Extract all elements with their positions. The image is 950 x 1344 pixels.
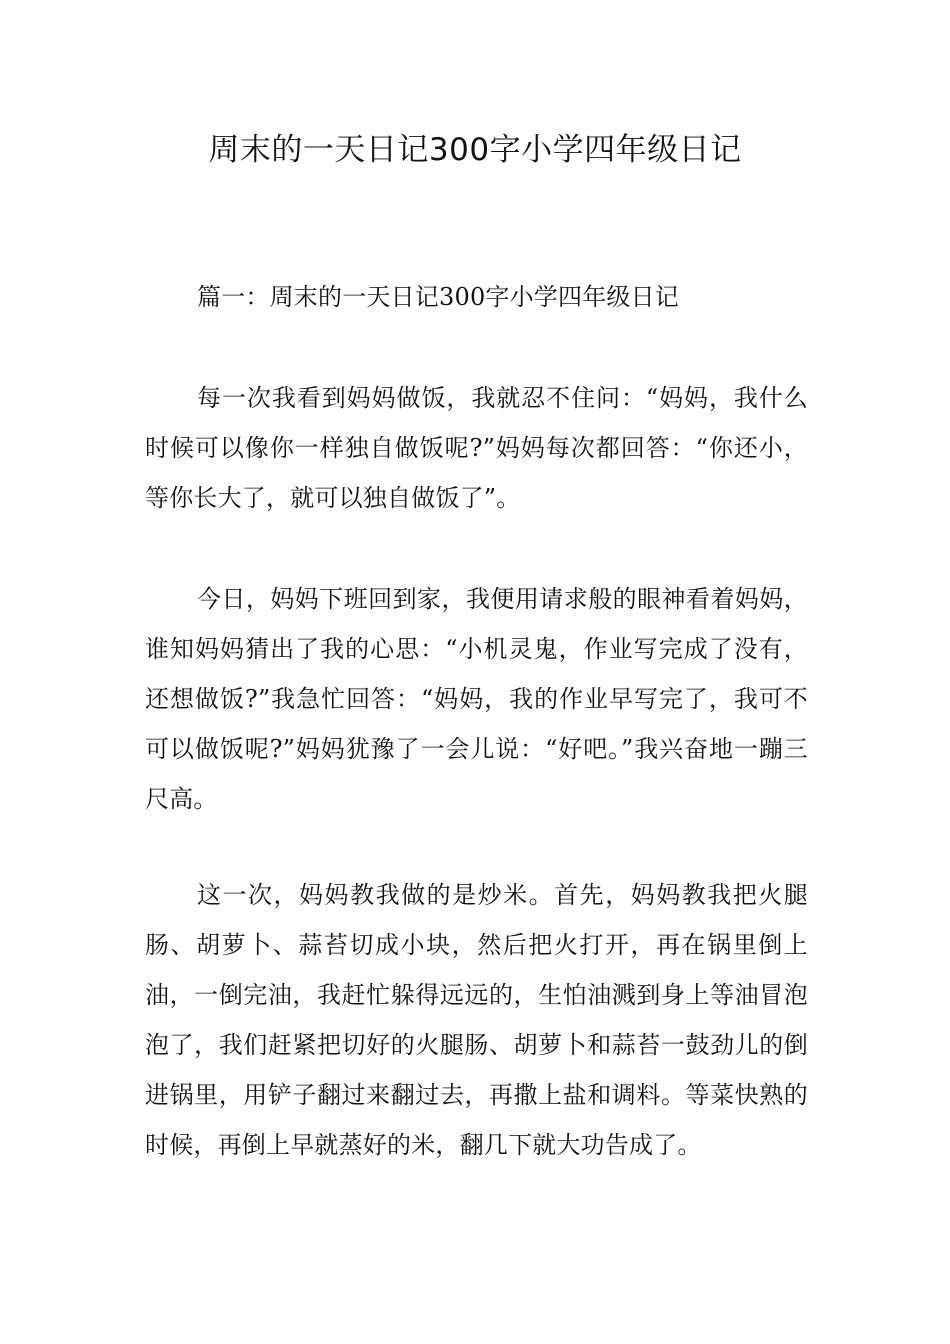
paragraph-1: 每一次我看到妈妈做饭，我就忍不住问：“妈妈，我什么时候可以像你一样独自做饭呢?”妈妈每次都回答：“你还小，等你长大了，就可以独自做饭了”。 — [145, 384, 808, 512]
paragraph-3: 这一次，妈妈教我做的是炒米。首先，妈妈教我把火腿肠、胡萝卜、蒜苔切成小块，然后把火打开，再在锅里倒上油，一倒完油，我赶忙躲得远远的，生怕油溅到身上等油冒泡泡了，我们赶紧把切好的火腿肠、胡萝卜和蒜苔一鼓劲儿的倒进锅里，用铲子翻过来翻过去，再撒上盐和调料。等菜快熟的时候，再倒上早就蒸好的米，翻几下就大功告成了。 — [145, 881, 808, 1159]
document-title: 周末的一天日记300字小学四年级日记 — [208, 132, 742, 168]
paragraph-2: 今日，妈妈下班回到家，我便用请求般的眼神看着妈妈，谁知妈妈猜出了我的心思：“小机灵鬼，作业写完成了没有，还想做饭?”我急忙回答：“妈妈，我的作业早写完了，我可不可以做饭呢?”妈妈犹豫了一会儿说：“好吧。”我兴奋地一蹦三尺高。 — [145, 585, 808, 813]
section-heading: 篇一：周末的一天日记300字小学四年级日记 — [197, 283, 680, 311]
